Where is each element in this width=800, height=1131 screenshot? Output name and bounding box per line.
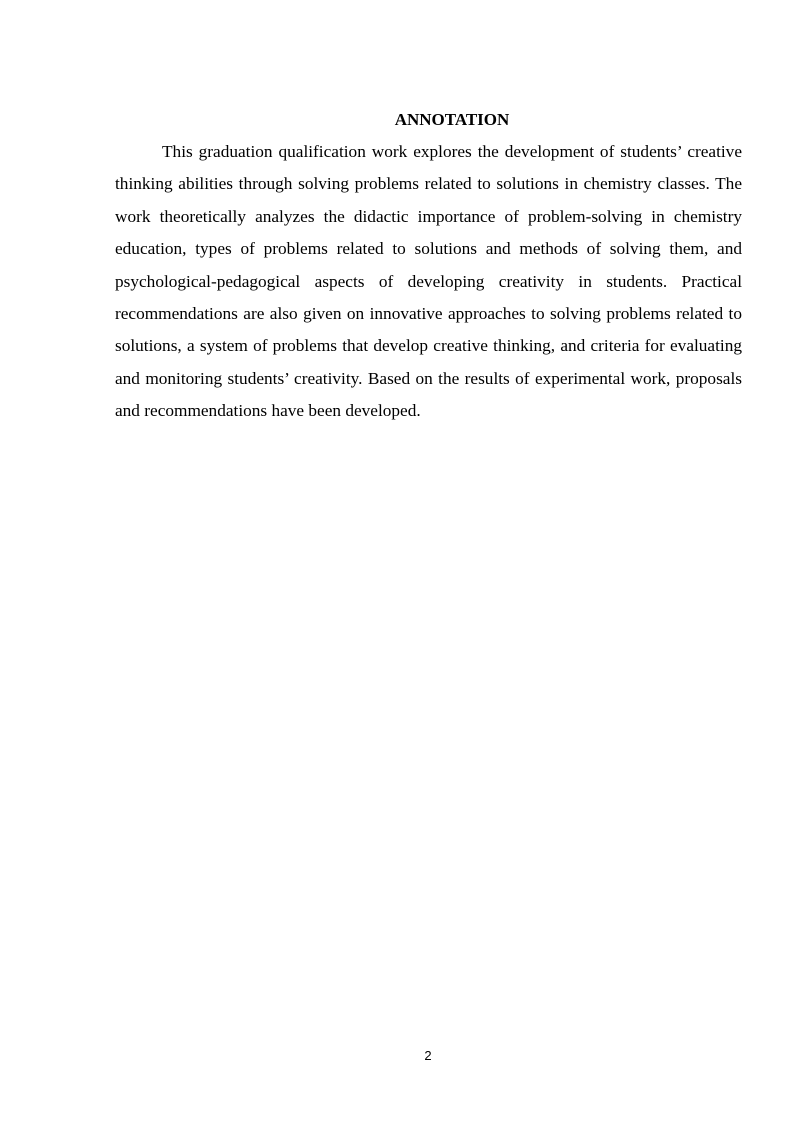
- page-number: 2: [424, 1048, 432, 1063]
- annotation-heading: ANNOTATION: [394, 110, 510, 129]
- annotation-paragraph: This graduation qualification work explores the development of students’ creative thinking abilities through solving problems related to solutions in chemistry classes. The work theoretically analyzes the didactic importance of problem-solving in chemistry education, types of problems related to solutions and methods of solving them, and psychological-pedagogical aspects of developing creativity in students. Practical recommendations are also given on innovative approaches to solving problems related to solutions, a system of problems that develop creative thinking, and criteria for evaluating and monitoring students’ creativity. Based on the results of experimental work, proposals and recommendations have been developed.: [115, 142, 742, 421]
